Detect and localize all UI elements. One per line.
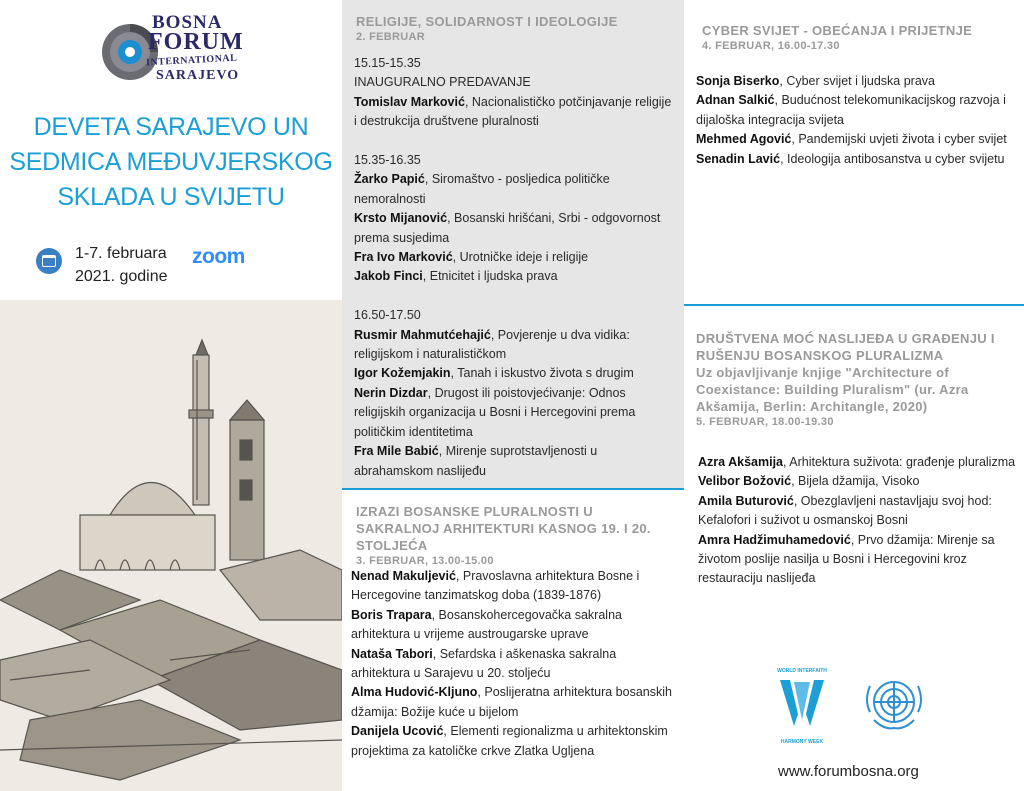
talk-title: , Elementi regionalizma u arhitektonskim projektima za katoličke crkve Zlatka Ugljena bbox=[351, 724, 668, 758]
talk-title: , Drugost ili poistovjećivanje: Odnos religijskih organizacija u Bosni i Hercegovini prema političkim identitetima bbox=[354, 385, 636, 439]
section-heading bbox=[356, 13, 676, 44]
left-column bbox=[0, 0, 342, 791]
un-emblem-icon bbox=[860, 672, 928, 734]
section-subtitle: Uz objavljivanje knjige "Architecture of Coexistance: Building Pluralism" (ur. Azra Akšamija, Berlin: Architangle, 2020) bbox=[696, 365, 969, 414]
section-title: DRUŠTVENA MOĆ NASLIJEĐA U GRAĐENJU I RUŠENJU BOSANSKOG PLURALIZMA bbox=[696, 331, 995, 363]
section-title: CYBER SVIJET - OBEĆANJA I PRIJETNJE bbox=[702, 23, 973, 38]
speaker-name: Adnan Salkić bbox=[696, 93, 775, 108]
wih-line2: HARMONY WEEK bbox=[780, 739, 824, 745]
speaker-name: Velibor Božović bbox=[698, 474, 792, 489]
calendar-icon bbox=[36, 248, 62, 274]
forum-bosna-logo bbox=[100, 12, 244, 90]
section-body bbox=[696, 72, 1016, 169]
list-item bbox=[354, 442, 672, 481]
website-link[interactable]: www.forumbosna.org bbox=[778, 763, 919, 780]
list-item bbox=[696, 130, 1016, 149]
section-body bbox=[351, 567, 673, 761]
section-heading bbox=[356, 503, 676, 568]
wih-line1: WORLD INTERFAITH bbox=[777, 668, 827, 674]
talk-title: , Pandemijski uvjeti života i cyber svijet bbox=[791, 132, 1007, 147]
right-column bbox=[684, 0, 1024, 791]
talk-title: , Povjerenje u dva vidika: religijskom i naturalističkom bbox=[354, 327, 630, 362]
speaker-name: Danijela Ucović bbox=[351, 724, 444, 739]
logo-line3: INTERNATIONAL bbox=[145, 52, 238, 69]
section-body bbox=[698, 453, 1018, 589]
speaker-name: Nataša Tabori bbox=[351, 646, 433, 661]
speaker-name: Fra Ivo Marković bbox=[354, 250, 453, 265]
list-item bbox=[698, 453, 1018, 472]
logo-line4: SARAJEVO bbox=[156, 68, 240, 83]
section-date: 4. FEBRUAR, 16.00-17.30 bbox=[702, 40, 840, 52]
section-religije bbox=[342, 0, 684, 490]
section-date: 2. FEBRUAR bbox=[356, 31, 426, 43]
speaker-name: Jakob Finci bbox=[354, 269, 423, 284]
time-slot: 16.50-17.50 bbox=[354, 308, 421, 323]
mosque-sketch-image bbox=[0, 300, 342, 791]
dates-line2: 2021. godine bbox=[75, 268, 168, 285]
event-dates bbox=[75, 242, 168, 288]
talk-title: , Bijela džamija, Visoko bbox=[791, 474, 920, 489]
list-item bbox=[354, 384, 672, 442]
list-item bbox=[354, 326, 672, 365]
speaker-name: Nenad Makuljević bbox=[351, 569, 456, 583]
talk-title: , Siromaštvo - posljedica političke nemoralnosti bbox=[354, 172, 610, 206]
list-item bbox=[354, 248, 672, 267]
talk-title: , Arhitektura suživota: građenje pluralizma bbox=[783, 455, 1016, 469]
speaker-name: Amra Hadžimuhamedović bbox=[698, 532, 851, 547]
section-date: 5. FEBRUAR, 18.00-19.30 bbox=[696, 416, 834, 428]
list-item bbox=[354, 93, 672, 132]
speaker-name: Nerin Dizdar bbox=[354, 385, 428, 400]
list-item bbox=[354, 170, 672, 209]
section-izrazi bbox=[342, 490, 684, 791]
list-item bbox=[351, 606, 673, 645]
talk-title: , Prvo džamija: Mirenje sa životom poslije nasilja u Bosni i Hercegovini kroz restauraciju naslijeđa bbox=[698, 532, 995, 586]
talk-title: , Cyber svijet i ljudska prava bbox=[779, 74, 935, 88]
dates-line1: 1-7. februara bbox=[75, 245, 167, 262]
list-item bbox=[354, 364, 672, 383]
section-date: 3. FEBRUAR, 13.00-15.00 bbox=[356, 555, 494, 567]
world-interfaith-harmony-week-logo bbox=[776, 668, 828, 750]
talk-title: , Urotničke ideje i religije bbox=[452, 250, 589, 265]
list-item bbox=[696, 91, 1016, 130]
section-title: IZRAZI BOSANSKE PLURALNOSTI U SAKRALNOJ ARHITEKTURI KASNOG 19. I 20. STOLJEĆA bbox=[356, 504, 651, 553]
time-slot: 15.15-15.35 bbox=[354, 56, 421, 70]
talk-title: , Etnicitet i ljudska prava bbox=[422, 269, 558, 284]
list-item bbox=[354, 267, 672, 286]
talk-title: , Tanah i iskustvo života s drugim bbox=[450, 366, 634, 381]
section-title: RELIGIJE, SOLIDARNOST I IDEOLOGIJE bbox=[356, 14, 618, 29]
speaker-name: Alma Hudović-Kljuno bbox=[351, 685, 478, 700]
list-item bbox=[351, 567, 673, 606]
speaker-name: Senadin Lavić bbox=[696, 151, 781, 166]
speaker-name: Sonja Biserko bbox=[696, 74, 780, 88]
time-slot: 15.35-16.35 bbox=[354, 153, 421, 168]
speaker-name: Tomislav Marković bbox=[354, 94, 465, 109]
speaker-name: Rusmir Mahmutćehajić bbox=[354, 327, 491, 342]
wih-emblem-icon bbox=[776, 674, 828, 734]
list-item bbox=[354, 209, 672, 248]
list-item bbox=[696, 72, 1016, 91]
talk-title: , Pravoslavna arhitektura Bosne i Hercegovine tanzimatskog doba (1839-1876) bbox=[351, 569, 640, 603]
speaker-name: Mehmed Agović bbox=[696, 132, 792, 147]
speaker-name: Azra Akšamija bbox=[698, 455, 783, 469]
speaker-name: Žarko Papić bbox=[354, 172, 425, 187]
talk-title: , Poslijeratna arhitektura bosanskih džamija: Božije kuće u bijelom bbox=[351, 685, 672, 719]
speaker-name: Fra Mile Babić bbox=[354, 444, 439, 459]
speaker-name: Amila Buturović bbox=[698, 493, 794, 508]
talk-title: , Budućnost telekomunikacijskog razvoja i dijaloška integracija svijeta bbox=[696, 93, 1006, 127]
talk-title: , Obezglavljeni nastavljaju svoj hod: Kefalofori i suživot u osmanskoj Bosni bbox=[698, 493, 992, 528]
talk-title: , Sefardska i aškenaska sakralna arhitektura u Sarajevu u 20. stoljeću bbox=[351, 646, 617, 681]
section-heading bbox=[702, 22, 1017, 53]
talk-title: , Bosanski hrišćani, Srbi - odgovornost prema susjedima bbox=[354, 211, 661, 245]
speaker-name: Igor Kožemjakin bbox=[354, 366, 451, 381]
list-item: INAUGURALNO PREDAVANJE bbox=[354, 75, 531, 90]
section-heading bbox=[696, 330, 1016, 429]
section-body bbox=[354, 54, 672, 481]
logo-line2: FORUM bbox=[148, 29, 244, 55]
section-divider bbox=[684, 304, 1024, 306]
talk-title: , Bosanskohercegovačka sakralna arhitektura u vrijeme austrougarske uprave bbox=[351, 607, 622, 642]
speaker-name: Boris Trapara bbox=[351, 607, 432, 622]
list-item bbox=[698, 472, 1018, 491]
list-item bbox=[351, 645, 673, 684]
middle-column bbox=[342, 0, 684, 791]
speaker-name: Krsto Mijanović bbox=[354, 211, 448, 226]
list-item bbox=[351, 683, 673, 722]
list-item bbox=[351, 722, 673, 761]
zoom-logo: zoom bbox=[192, 245, 245, 268]
list-item bbox=[696, 150, 1016, 169]
talk-title: , Ideologija antibosanstva u cyber svijetu bbox=[780, 151, 1005, 166]
page-title: DEVETA SARAJEVO UN SEDMICA MEĐUVJERSKOG SKLADA U SVIJETU bbox=[9, 113, 333, 211]
logo-line1: BOSNA bbox=[152, 12, 223, 33]
list-item bbox=[698, 492, 1018, 531]
list-item bbox=[698, 531, 1018, 589]
talk-title: , Mirenje suprotstavljenosti u abrahamskom naslijeđu bbox=[354, 444, 598, 478]
talk-title: , Nacionalističko potčinjavanje religije i destrukcija društvene pluralnosti bbox=[354, 94, 672, 129]
